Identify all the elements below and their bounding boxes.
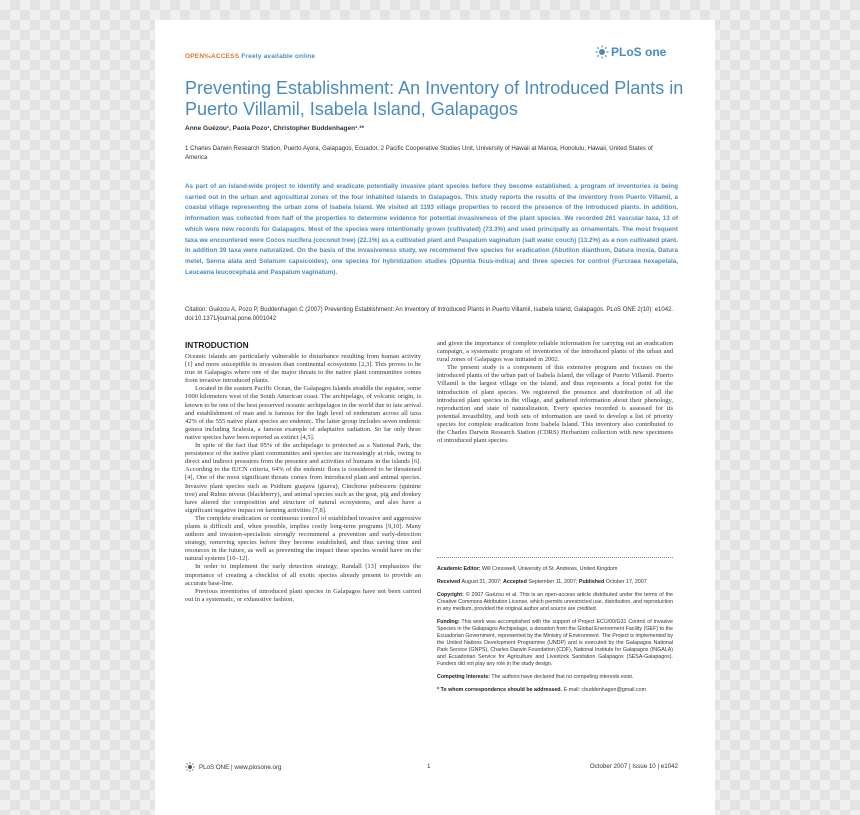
body-column-right — [437, 340, 673, 445]
open-access-banner — [185, 53, 315, 60]
correspondence-email[interactable]: E-mail: cbuddenhagen@gmail.com — [563, 687, 647, 693]
plos-footer-logo-icon — [185, 762, 195, 772]
paper-page — [155, 20, 715, 815]
freely-available-label: Freely available online — [241, 53, 316, 60]
funding: Funding: This work was accomplished with the support of Project ECU/00/G31 Control of Invasive Species in the Galapagos Archipelago, a donation from the Global Environment Facility (GEF) to the Ecuadorian Government, represented by the Ministry of Environment. The Project is implemented by the United Nations Development Programme (UNDP) and is executed by the Galapagos National Park Service (GNPS), Charles Darwin Foundation (CDF), National Institute for Galapagos (INGALA) and Ecuadorian Service for Agriculture and Livestock Sanitation Galapagos (SESA-Galapagos). Funders did not play any role in the study design. — [437, 619, 673, 667]
open-access-lock-icon: ‰ — [204, 53, 211, 60]
article-metadata — [437, 566, 673, 700]
body-paragraph: The present study is a component of this extensive program and focuses on the introduced plants of the urban part of Isabela Island, the village of Puerto Villamil. Puerto Villamil is the largest village on the island, and thus represents a focal point for the introduction of plant species. We registered the presence and distribution of all the introduced plant species in the village, and gathered information about their phenology, reproduction and state of naturalization. Every species recorded is assessed for its potential invasibility, and both sets of information are used to develop a list of priority species for complete eradication from Isabela Island. This inventory also contributed to the Charles Darwin Research Station (CDRS) Herbarium collection with new specimens of introduced plant species. — [437, 364, 673, 445]
open-label: OPEN — [185, 53, 205, 60]
page-number: 1 — [427, 763, 431, 770]
page-footer — [185, 762, 678, 774]
footer-issue: October 2007 | Issue 10 | e1042 — [589, 763, 678, 770]
academic-editor: Academic Editor: Will Cresswell, University of St. Andrews, United Kingdom — [437, 566, 618, 572]
footer-site-link[interactable]: | www.plosone.org — [231, 763, 282, 771]
journal-logo — [595, 45, 666, 59]
article-title: Preventing Establishment: An Inventory of Introduced Plants in Puerto Villamil, Isabela Island, Galapagos — [185, 78, 684, 119]
journal-logo-text: PLoS one — [611, 45, 667, 59]
body-paragraph: and given the importance of complete reliable information for carrying out an eradication campaign, a systematic program of inventories of the introduced plants of the urban and rural zones of Galapagos was initiated in 2002. — [437, 340, 673, 364]
correspondence: * To whom correspondence should be addressed. E-mail: cbuddenhagen@gmail.com — [437, 687, 647, 693]
article-authors: Anne Guézou¹, Paola Pozo¹, Christopher Buddenhagen¹˒²* — [185, 125, 365, 132]
footer-journal-name: PLoS ONE — [199, 763, 230, 771]
body-paragraph: In order to implement the early detection strategy, Randall [13] emphasizes the importance of creating a checklist of all exotic species already present to provide an accurate base-line. — [185, 563, 421, 587]
body-column-left — [185, 340, 421, 604]
body-paragraph: Oceanic islands are particularly vulnerable to disturbance resulting from human activity [1] and more susceptible to invasion than continental ecosystems [2,3]. This proves to be true in Galapagos where one of the major threats to the native plant communities comes from invasive introduced plants. — [185, 353, 421, 385]
body-paragraph: The complete eradication or continuous control of established invasive and aggressive plants is difficult and, when possible, implies costly long-term programs [9,10]. Many authors and invasion-specialists strongly recommend a prevention and early-detection strategy, removing species before they become established, and thus saving time and resources in the future, as well as preventing the impact these species would have on the natural systems [10–12]. — [185, 514, 421, 563]
dates: Received August 31, 2007; Accepted September 11, 2007; Published October 17, 2007 — [437, 579, 647, 585]
footer-journal — [185, 762, 281, 772]
access-label: ACCESS — [210, 53, 240, 60]
sun-logo-icon — [595, 45, 609, 59]
body-paragraph: In spite of the fact that 95% of the archipelago is protected as a National Park, the persistence of the native plant communities and species are increasingly at risk, owing to direct and indirect pressures from the presence and activities of humans in the islands [6]. According to the IUCN criteria, 64% of the endemic flora is considered to be threatened [4], One of the most significant threats comes from introduced plant and animal species. Invasive plant species such as Psidium guajava (guava), Cinchona pubescens (quinine tree) and Rubus niveus (blackberry), and animal species such as the goat, pig and donkey have altered the composition and structure of natural ecosystems, and also have a significant negative impact on farming activities [7,8]. — [185, 442, 421, 514]
author-affiliations: 1 Charles Darwin Research Station, Puerto Ayora, Galapagos, Ecuador, 2 Pacific Cooperative Studies Unit, University of Hawaii at Manoa, Honolulu, Hawaii, United States of America — [185, 145, 653, 161]
competing-interests: Competing Interests: The authors have declared that no competing interests exist. — [437, 674, 634, 680]
abstract: As part of an island-wide project to identify and eradicate potentially invasive plant species before they become established, a program of inventories is being carried out in the urban and agricultural zones of the four inhabited islands in Galapagos. This study reports the results of the inventory from Puerto Villamil, a coastal village representing the urban zone of Isabela Island. We visited all 1193 village properties to record the presence of the introduced plants. In addition, information was collected from half of the properties to determine evidence for potential invasiveness of the plant species. We recorded 261 vascular taxa, 13 of which were new records for Galapagos. Most of the species were intentionally grown (cultivated) (73.3%) and used principally as ornamentals. The most frequent taxa we encountered were Cocos nucifera (coconut tree) (22.1%) as a cultivated plant and Paspalum vaginatum (salt water couch) (13.2%) as a non cultivated plant. In addition 39 taxa were naturalized. On the basis of the invasiveness study, we recommend five species for eradication (Abutilon dianthum, Datura inoxia, Datura metel, Senna alata and Solanum capsicoides), one species for hybridization studies (Opuntia ficus-indica) and three species for control (Furcraea hexapetala, Leucaena leucocephala and Paspalum vaginatum). — [185, 183, 678, 276]
body-paragraph: Located in the eastern Pacific Ocean, the Galapagos Islands straddle the equator, some 1000 kilometers west of the South American coast. The archipelago, of volcanic origin, is known to be one of the best preserved oceanic archipelagos in the world due to late arrival and establishment of man and is famous for the high level of endemism across all taxa 42% of the 555 native plant species are endemic. The latter group includes seven endemic genera including Scalesia, a famous example of adaptative radiation. So far only three native species have been reported as extinct [4,5]. — [185, 385, 421, 441]
citation: Citation: Guézou A, Pozo P, Buddenhagen C (2007) Preventing Establishment: An Inventory of Introduced Plants in Puerto Villamil, Isabela Island, Galapagos. PLoS ONE 2(10): e1042. doi:10.1371/journal.pone.0001042 — [185, 307, 674, 322]
copyright: Copyright: © 2007 Guézou et al. This is an open-access article distributed under the terms of the Creative Commons Attribution License, which permits unrestricted use, distribution, and reproduction in any medium, provided the original author and source are credited. — [437, 592, 673, 612]
body-paragraph: Previous inventories of introduced plant species in Galapagos have not been carried out in a systematic, or exhaustive fashion, — [185, 587, 421, 603]
introduction-heading: INTRODUCTION — [185, 340, 249, 350]
metadata-divider — [437, 557, 673, 558]
